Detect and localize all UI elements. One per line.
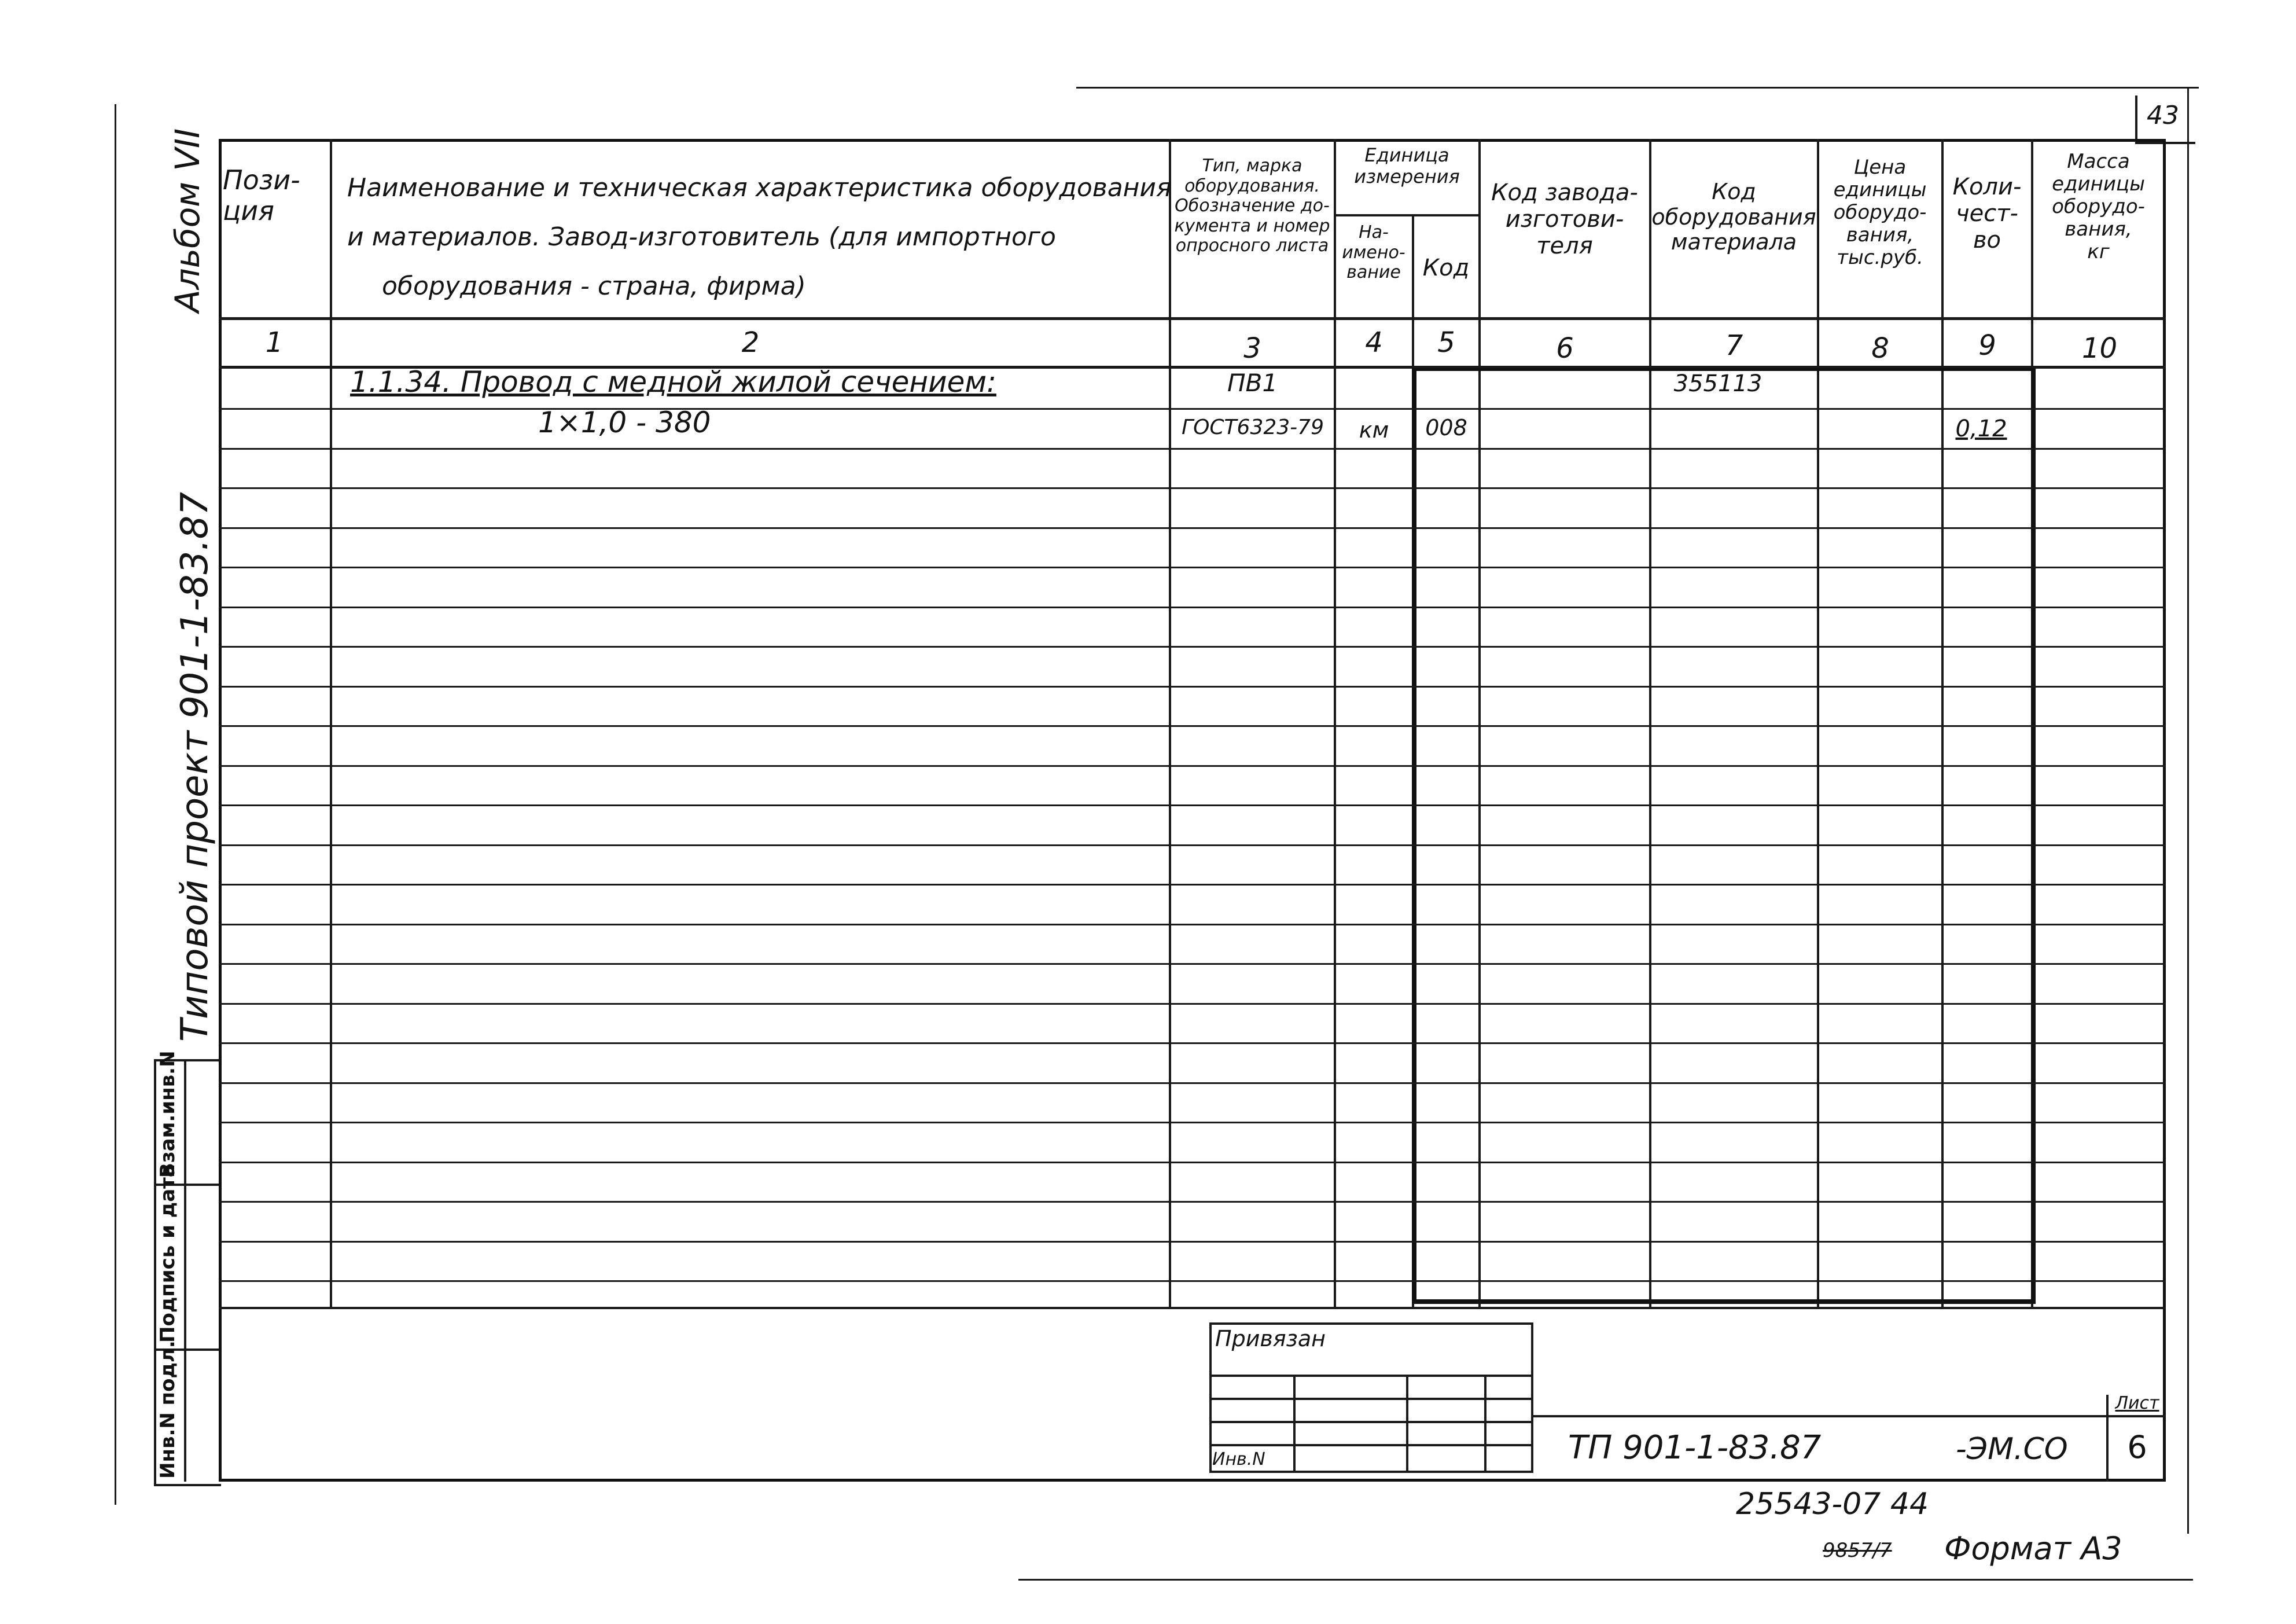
- table-row-line: [219, 448, 2166, 450]
- project-label: Типовой проект 901-1-83.87: [174, 491, 216, 1042]
- table-row-line: [219, 1280, 2166, 1282]
- list-value: 6: [2127, 1429, 2147, 1465]
- left-stamp-divider: [184, 1059, 186, 1482]
- privyazan-label: Привязан: [1215, 1326, 1326, 1351]
- inv-n-label: Инв.N: [1212, 1449, 1265, 1469]
- table-body-bottom: [219, 1307, 2166, 1309]
- header-type: Тип, марка оборудования. Обозначение до- кумента и номер опросного листа: [1174, 156, 1330, 256]
- row2-qty: 0,12: [1955, 416, 2007, 442]
- stamp-inv-podl: Инв.N подл.: [156, 1340, 179, 1479]
- left-scan-edge: [115, 104, 116, 1505]
- row2-type: ГОСТ6323-79: [1182, 416, 1324, 439]
- row1-name: 1.1.34. Провод с медной жилой сечением:: [350, 365, 996, 399]
- table-row-line: [219, 686, 2166, 688]
- row2-unit: км: [1359, 417, 1389, 443]
- table-row-line: [219, 487, 2166, 489]
- colnum-7: 7: [1725, 329, 1743, 362]
- table-row-line: [219, 804, 2166, 806]
- table-row-line: [219, 844, 2166, 846]
- col-line-1: [330, 139, 332, 1308]
- table-row-line: [219, 1162, 2166, 1163]
- table-row-line: [219, 607, 2166, 608]
- header-unit-name: На- имено- вание: [1342, 222, 1405, 282]
- colnum-4: 4: [1365, 326, 1383, 359]
- header-name-line2: и материалов. Завод-изготовитель (для импортного: [347, 222, 1056, 252]
- table-row-line: [219, 1003, 2166, 1005]
- header-unit-code: Код: [1422, 255, 1470, 281]
- privyazan-col-3: [1484, 1375, 1486, 1473]
- album-label: Альбом VII: [168, 128, 207, 313]
- colnum-1: 1: [265, 326, 284, 359]
- privyazan-col-1: [1293, 1375, 1296, 1473]
- colnum-10: 10: [2081, 332, 2118, 365]
- stamp-vzam-inv: Взам.инв.N: [156, 1050, 179, 1178]
- table-row-line: [219, 646, 2166, 648]
- colnum-6: 6: [1556, 332, 1574, 365]
- stamp-podpis-data: Подпись и дата: [156, 1164, 179, 1343]
- unit-group-divider: [1334, 214, 1478, 216]
- list-label: Лист: [2115, 1393, 2159, 1413]
- table-row-line: [219, 884, 2166, 886]
- top-edge-line: [1076, 87, 2199, 89]
- list-box-divider: [2106, 1415, 2166, 1417]
- colnum-9: 9: [1978, 329, 1996, 362]
- colnum-2: 2: [741, 326, 760, 359]
- table-row-line: [219, 1122, 2166, 1123]
- table-row-line: [219, 1241, 2166, 1243]
- table-row-line: [219, 725, 2166, 727]
- table-row-line: [219, 963, 2166, 965]
- bottom-scan-line: [1018, 1579, 2193, 1581]
- row2-code: 008: [1425, 415, 1467, 440]
- col-line-2: [1169, 139, 1171, 1308]
- table-row-line: [219, 924, 2166, 925]
- row2-name: 1×1,0 - 380: [538, 406, 711, 439]
- doc-code-top-line: [1533, 1415, 2166, 1417]
- right-scan-edge: [2187, 87, 2189, 1534]
- doc-suffix: -ЭМ.СО: [1956, 1432, 2068, 1467]
- privyazan-col-2: [1406, 1375, 1408, 1473]
- header-name-line1: Наименование и техническая характеристика оборудования: [347, 173, 1172, 203]
- table-row-line: [219, 1201, 2166, 1203]
- thick-bottom: [1412, 1299, 2036, 1304]
- doc-code: ТП 901-1-83.87: [1568, 1429, 1822, 1467]
- col-line-6: [1649, 139, 1651, 1308]
- row1-material-code: 355113: [1673, 370, 1763, 397]
- sheet-number: 43: [2147, 101, 2179, 130]
- table-row-line: [219, 765, 2166, 767]
- header-name-line3: оборудования - страна, фирма): [382, 271, 806, 301]
- col-line-5: [1478, 139, 1481, 1308]
- colnum-3: 3: [1243, 332, 1261, 365]
- table-row-line: [219, 1042, 2166, 1044]
- header-equipment-code: Код оборудования материала: [1651, 179, 1816, 255]
- table-row-line: [219, 527, 2166, 529]
- header-price: Цена единицы оборудо- вания, тыс.руб.: [1833, 156, 1927, 270]
- crossed-number: 9857/7: [1823, 1539, 1892, 1562]
- header-mass: Масса единицы оборудо- вания, кг: [2052, 150, 2145, 264]
- header-pozitsiya: Пози- ция: [223, 164, 300, 226]
- format-label: Формат А3: [1944, 1530, 2122, 1567]
- colnum-5: 5: [1437, 326, 1455, 359]
- header-unit-group: Единица измерения: [1354, 144, 1460, 188]
- header-factory-code: Код завода- изготови- теля: [1491, 179, 1638, 259]
- order-number: 25543-07 44: [1736, 1487, 1929, 1522]
- col-line-3: [1334, 139, 1336, 1308]
- table-row-line: [219, 408, 2166, 410]
- col-line-8: [1941, 139, 1944, 1308]
- col-line-7: [1817, 139, 1819, 1308]
- table-row-line: [219, 567, 2166, 568]
- row1-type: ПВ1: [1227, 369, 1278, 397]
- colnum-8: 8: [1871, 332, 1889, 365]
- header-bottom-line: [219, 317, 2166, 320]
- header-quantity: Коли- чест- во: [1952, 174, 2022, 253]
- table-row-line: [219, 1082, 2166, 1084]
